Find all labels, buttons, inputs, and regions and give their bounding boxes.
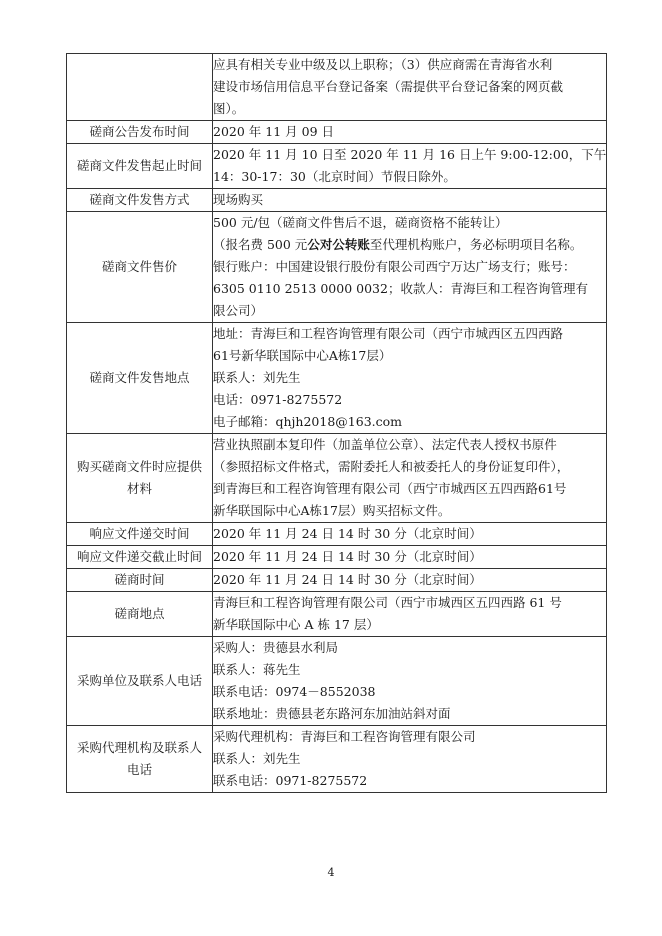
value-line: 6305 0110 2513 0000 0032；收款人：青海巨和工程咨询管理有 [213,281,588,296]
label-line: 材料 [126,481,152,496]
row-value [213,546,607,569]
value-line: 营业执照副本复印件（加盖单位公章）、法定代表人授权书原件 [213,437,557,452]
table-row-submit-deadline [67,546,607,569]
table-row-purchaser [67,637,607,726]
row-label: 磋商文件发售地点 [67,323,213,434]
value-line: 地址：青海巨和工程咨询管理有限公司（西宁市城西区五四西路 [213,326,564,341]
label-line: 购买磋商文件时应提供 [76,459,202,474]
value-line: 图）。 [213,101,245,116]
value-line: 电话：0971-8275572 [213,392,343,407]
fee-line-pre: （报名费 500 元 [213,237,308,252]
value-line: 61号新华联国际中心A栋17层） [213,348,392,363]
row-label: 磋商文件发售起止时间 [67,144,213,189]
value-line: 联系人：刘先生 [213,370,301,385]
value-line: 电子邮箱：qhjh2018@163.com [213,414,403,429]
value-line: 银行账户：中国建设银行股份有限公司西宁万达广场支行；账号： [213,259,576,274]
row-label: 采购单位及联系人电话 [67,637,213,726]
value-line: 应具有相关专业中级及以上职称；（3）供应商需在青海省水利 [213,57,553,72]
value-line: 到青海巨和工程咨询管理有限公司（西宁市城西区五四西路61号 [213,481,567,496]
value-line: 2020 年 11 月 09 日 [213,124,334,139]
row-value [213,212,607,323]
value-line: 青海巨和工程咨询管理有限公司（西宁市城西区五四西路 61 号 [213,595,562,610]
row-label: 磋商文件售价 [67,212,213,323]
fee-line-post: 至代理机构账户，务必标明项目名称。 [369,237,583,252]
row-value [213,144,607,189]
value-line: 14：30-17：30（北京时间）节假日除外。 [213,169,456,184]
value-line: 2020 年 11 月 24 日 14 时 30 分（北京时间） [213,549,482,564]
table-row-announce-time [67,121,607,144]
table-row-sale-period [67,144,607,189]
value-line: 联系人：刘先生 [213,751,301,766]
row-label [67,434,213,523]
value-line: 采购人：贵德县水利局 [213,640,339,655]
row-label [67,726,213,793]
table-row-sale-location [67,323,607,434]
value-line: 新华联国际中心A栋17层）购买招标文件。 [213,503,451,518]
table-row-agency [67,726,607,793]
value-line: 2020 年 11 月 24 日 14 时 30 分（北京时间） [213,572,482,587]
value-line: 建设市场信用信息平台登记备案（需提供平台登记备案的网页截 [213,79,564,94]
value-line: 现场购买 [213,192,264,207]
value-line: 2020 年 11 月 10 日至 2020 年 11 月 16 日上午 9:00-12:00，下午 [213,147,606,162]
table-row-negotiation-location [67,592,607,637]
row-value [213,434,607,523]
value-line: 限公司） [213,303,264,318]
procurement-info-table [66,53,607,793]
value-line: （参照招标文件格式，需附委托人和被委托人的身份证复印件）， [213,459,570,474]
table-row-required-materials [67,434,607,523]
value-line: 500 元/包（磋商文件售后不退，磋商资格不能转让） [213,215,508,230]
row-value [213,523,607,546]
value-line: 新华联国际中心 A 栋 17 层） [213,617,379,632]
table-row-price [67,212,607,323]
row-value [213,323,607,434]
row-value [213,726,607,793]
row-value [213,592,607,637]
value-line: 2020 年 11 月 24 日 14 时 30 分（北京时间） [213,526,482,541]
page-number: 4 [327,866,335,879]
fee-line-bold: 公对公转账 [307,237,370,252]
fee-line [213,234,606,256]
row-label: 磋商文件发售方式 [67,189,213,212]
value-line: 采购代理机构：青海巨和工程咨询管理有限公司 [213,729,476,744]
row-label: 响应文件递交截止时间 [67,546,213,569]
row-value [213,637,607,726]
row-label: 磋商时间 [67,569,213,592]
row-label-empty [67,54,213,121]
value-line: 联系电话：0971-8275572 [213,773,368,788]
label-line: 电话 [126,762,152,777]
table-row-sale-method [67,189,607,212]
row-label: 磋商公告发布时间 [67,121,213,144]
row-label: 磋商地点 [67,592,213,637]
value-line: 联系人：蒋先生 [213,662,301,677]
value-line: 联系电话：0974－8552038 [213,684,376,699]
row-value [213,569,607,592]
row-value [213,189,607,212]
row-label: 响应文件递交时间 [67,523,213,546]
value-line: 联系地址：贵德县老东路河东加油站斜对面 [213,706,451,721]
label-line: 采购代理机构及联系人 [76,740,202,755]
table-row-qualification-cont [67,54,607,121]
row-value [213,121,607,144]
row-value-qualification [213,54,607,121]
table-row-submit-time [67,523,607,546]
table-row-negotiation-time [67,569,607,592]
